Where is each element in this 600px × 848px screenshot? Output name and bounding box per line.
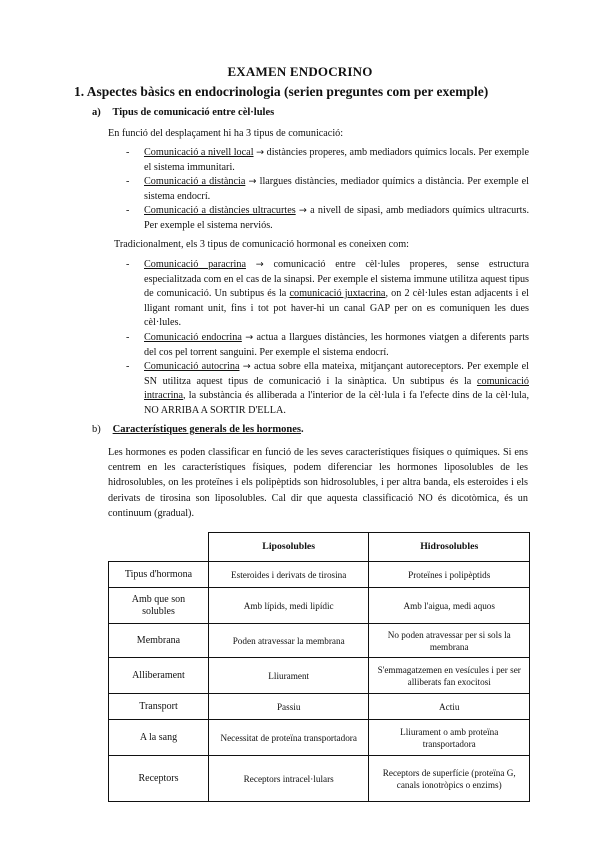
table-header-empty: [109, 533, 209, 562]
row-label: Amb que son solubles: [109, 588, 209, 624]
bullet-term: Comunicació a distància: [144, 176, 246, 188]
subsection-a-heading: [92, 107, 274, 118]
cell-liposolubles: Passiu: [208, 694, 369, 720]
cell-hidrosolubles: No poden atravessar per si sols la membrana: [369, 624, 530, 658]
cell-hidrosolubles: Receptors de superfície (proteïna G, canals ionotròpics o enzims): [369, 756, 530, 802]
cell-hidrosolubles: Actiu: [369, 694, 530, 720]
table-row: [109, 562, 530, 588]
bullet-text: , la substància és alliberada a l'interior de la cèl·lula i fa l'efecte dins de la cèl·lula, NO ARRIBA A SORTIR D'ELLA.: [144, 390, 529, 416]
cell-hidrosolubles: Amb l'aigua, medi aquos: [369, 588, 530, 624]
table-header-liposolubles: Liposolubles: [208, 533, 369, 562]
list-item: [126, 175, 529, 204]
list-item: [126, 331, 529, 360]
row-label: Receptors: [109, 756, 209, 802]
bullet-term: Comunicació a nivell local: [144, 147, 254, 158]
bullet-subterm: comunicació juxtacrina: [289, 288, 386, 300]
table-header-row: [109, 533, 530, 562]
bullet-text: actua a llargues distàncies, les hormones viatgen a diferents parts del cos pel torrent sanguini. Per exemple el sistema endocrí.: [144, 331, 529, 358]
cell-hidrosolubles: Lliurament o amb proteïna transportadora: [369, 720, 530, 756]
list-item: [126, 258, 529, 331]
communication-intro: En funció del desplaçament hi ha 3 tipus de comunicació:: [108, 128, 344, 139]
row-label: Alliberament: [109, 658, 209, 694]
arrow-icon: →: [245, 331, 254, 343]
cell-liposolubles: Lliurament: [208, 658, 369, 694]
arrow-icon: →: [255, 259, 264, 270]
table-row: [109, 588, 530, 624]
list-item: [126, 204, 529, 233]
cell-hidrosolubles: Proteïnes i polipèptids: [369, 562, 530, 588]
hormonal-communication-list: [126, 258, 529, 419]
bullet-text: llargues distàncies, mediador químics a distància. Per exemple el sistema endocrí.: [144, 176, 530, 202]
table-row: [109, 658, 530, 694]
bullet-text: distàncies properes, amb mediadors químics locals. Per exemple el sistema immunitari.: [144, 147, 529, 173]
bullet-term: Comunicació autocrina: [144, 361, 240, 373]
bullet-text: comunicació entre cèl·lules properes, sense estructura especialitzada com en el cas de la sinapsi. Per exemple el sistema immune utilitza aquest tipus de comunicació. Un subtipus és la: [144, 259, 530, 300]
arrow-icon: →: [242, 361, 251, 373]
bullet-text: , on 2 cèl·lules estan adjacents i el lligant romant unit, fins i tot pot haver-hi un canal GAP per on es comuniquen les dues cèl·lules.: [144, 288, 529, 329]
list-item: [126, 146, 529, 175]
row-label: A la sang: [109, 720, 209, 756]
subsection-b-title-end: .: [301, 424, 304, 435]
hormonal-communication-intro: Tradicionalment, els 3 tipus de comunicació hormonal es coneixen com:: [114, 239, 409, 250]
arrow-icon: →: [256, 147, 265, 158]
bullet-term: Comunicació a distàncies ultracurtes: [144, 205, 296, 217]
cell-hidrosolubles: S'emmagatzemen en vesícules i per ser alliberats fan exocitosi: [369, 658, 530, 694]
subsection-b-heading: [92, 424, 304, 435]
bullet-text: actua sobre ella mateixa, mitjançant autoreceptors. Per exemple el SN utilitza aquest tipus de comunicació i la sinàptica. Un subtipus és la: [144, 361, 529, 387]
cell-liposolubles: Esteroides i derivats de tirosina: [208, 562, 369, 588]
bullet-term: Comunicació endocrina: [144, 331, 242, 343]
row-label: Membrana: [109, 624, 209, 658]
section-1-heading: 1. Aspectes bàsics en endocrinologia (serien preguntes com per exemple): [74, 84, 489, 99]
cell-liposolubles: Receptors intracel·lulars: [208, 756, 369, 802]
bullet-term: Comunicació paracrina: [144, 259, 246, 270]
table-row: [109, 694, 530, 720]
table-header-hidrosolubles: Hidrosolubles: [369, 533, 530, 562]
hormones-paragraph: Les hormones es poden classificar en funció de les seves característiques físiques o químiques. Si ens centrem en les característiques físiques, podem diferenciar les hormones liposolubles de les hidrosolubles, on les proteïnes i els polipèptids son hidrosolubles, i per altra banda, els esteroides i els derivats de tirosina son liposolubles. Cal dir que aquesta classificació NO és dicotòmica, és un continuum (gradual).: [108, 447, 528, 519]
subsection-b-label: b): [92, 424, 101, 435]
table-row: [109, 756, 530, 802]
bullet-text: a nivell de sipasi, amb mediadors químics ultracurts. Per exemple el sistema nerviós.: [144, 205, 530, 231]
table-row: [109, 624, 530, 658]
cell-liposolubles: Poden atravessar la membrana: [208, 624, 369, 658]
table-row: [109, 720, 530, 756]
document-title: EXAMEN ENDOCRINO: [227, 64, 373, 79]
subsection-b-title: Característiques generals de les hormones: [112, 424, 302, 435]
bullet-subterm: comunicació intracrina: [144, 375, 529, 402]
cell-liposolubles: Necessitat de proteïna transportadora: [208, 720, 369, 756]
arrow-icon: →: [248, 176, 257, 188]
communication-list: [126, 146, 529, 234]
subsection-a-title: Tipus de comunicació entre cèl·lules: [112, 107, 275, 118]
row-label: Transport: [109, 694, 209, 720]
list-item: [126, 360, 529, 418]
arrow-icon: →: [298, 205, 307, 217]
subsection-a-label: a): [92, 107, 101, 118]
cell-liposolubles: Amb lípids, medi lipídic: [208, 588, 369, 624]
row-label: Tipus d'hormona: [109, 562, 209, 588]
hormone-comparison-table: [108, 532, 530, 802]
